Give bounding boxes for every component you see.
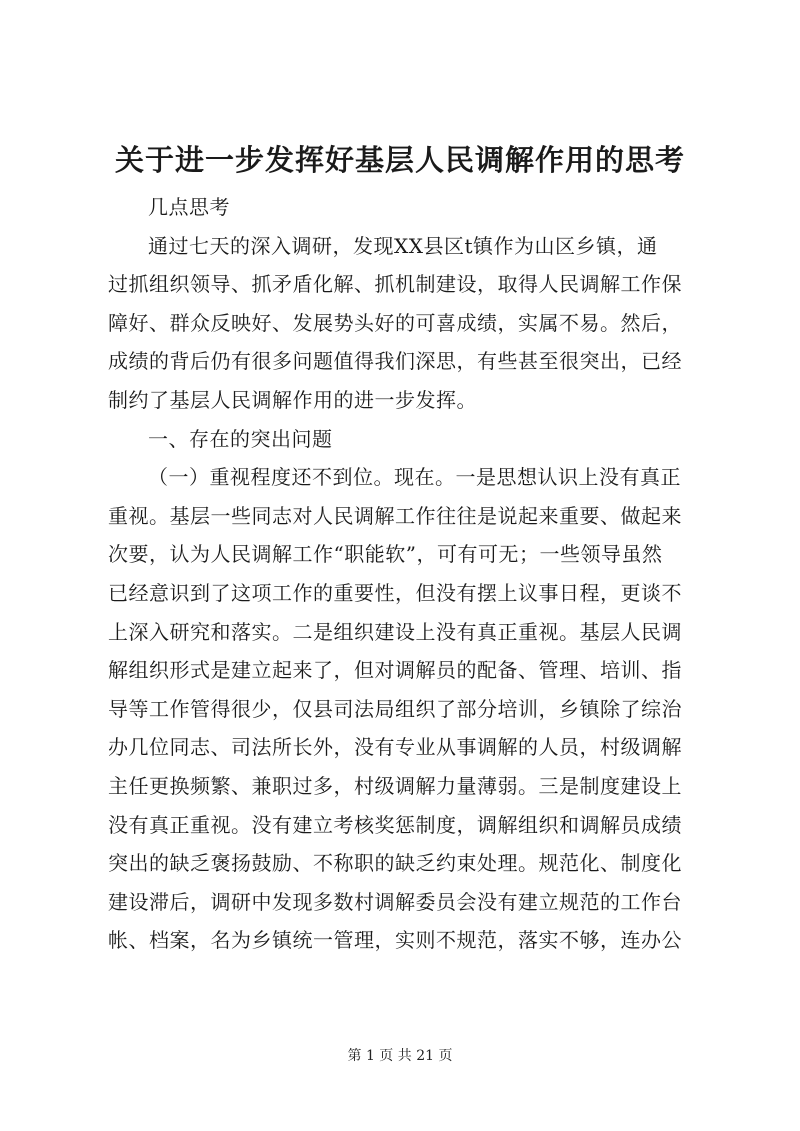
paragraph-line: 通过七天的深入调研，发现XX县区t镇作为山区乡镇，通 — [148, 233, 658, 258]
paragraph-line: 突出的缺乏褒扬鼓励、不称职的缺乏约束处理。规范化、制度化 — [108, 851, 682, 876]
paragraph-line: 成绩的背后仍有很多问题值得我们深思，有些甚至很突出，已经 — [108, 349, 682, 374]
paragraph-line: 制约了基层人民调解作用的进一步发挥。 — [108, 387, 477, 412]
paragraph-line: 障好、群众反映好、发展势头好的可喜成绩，实属不易。然后， — [108, 310, 682, 335]
paragraph-line: 建设滞后，调研中发现多数村调解委员会没有建立规范的工作台 — [108, 889, 682, 914]
paragraph-line: 导等工作管得很少，仅县司法局组织了部分培训，乡镇除了综治 — [108, 696, 682, 721]
section-heading: 一、存在的突出问题 — [148, 426, 333, 451]
paragraph-line: （一）重视程度还不到位。现在。一是思想认识上没有真正 — [148, 465, 681, 490]
paragraph-line: 次要，认为人民调解工作“职能软”，可有可无；一些领导虽然 — [108, 542, 663, 567]
paragraph-line: 主任更换频繁、兼职过多，村级调解力量薄弱。三是制度建设上 — [108, 773, 682, 798]
paragraph-line: 没有真正重视。没有建立考核奖惩制度，调解组织和调解员成绩 — [108, 812, 682, 837]
paragraph-line: 已经意识到了这项工作的重要性，但没有摆上议事日程，更谈不 — [108, 580, 682, 605]
paragraph-line: 解组织形式是建立起来了，但对调解员的配备、管理、培训、指 — [108, 658, 682, 683]
paragraph-line: 几点思考 — [148, 195, 230, 219]
paragraph-line: 上深入研究和落实。二是组织建设上没有真正重视。基层人民调 — [108, 619, 682, 644]
document-body — [108, 188, 698, 960]
paragraph-line: 办几位同志、司法所长外，没有专业从事调解的人员，村级调解 — [108, 735, 682, 760]
document-title: 关于进一步发挥好基层人民调解作用的思考 — [114, 143, 685, 177]
page-number-footer: 第 1 页 共 21 页 — [347, 1048, 453, 1064]
paragraph-line: 帐、档案，名为乡镇统一管理，实则不规范，落实不够，连办公 — [108, 928, 682, 953]
paragraph-line: 重视。基层一些同志对人民调解工作往往是说起来重要、做起来 — [108, 503, 682, 528]
paragraph-line: 过抓组织领导、抓矛盾化解、抓机制建设，取得人民调解工作保 — [108, 272, 682, 297]
